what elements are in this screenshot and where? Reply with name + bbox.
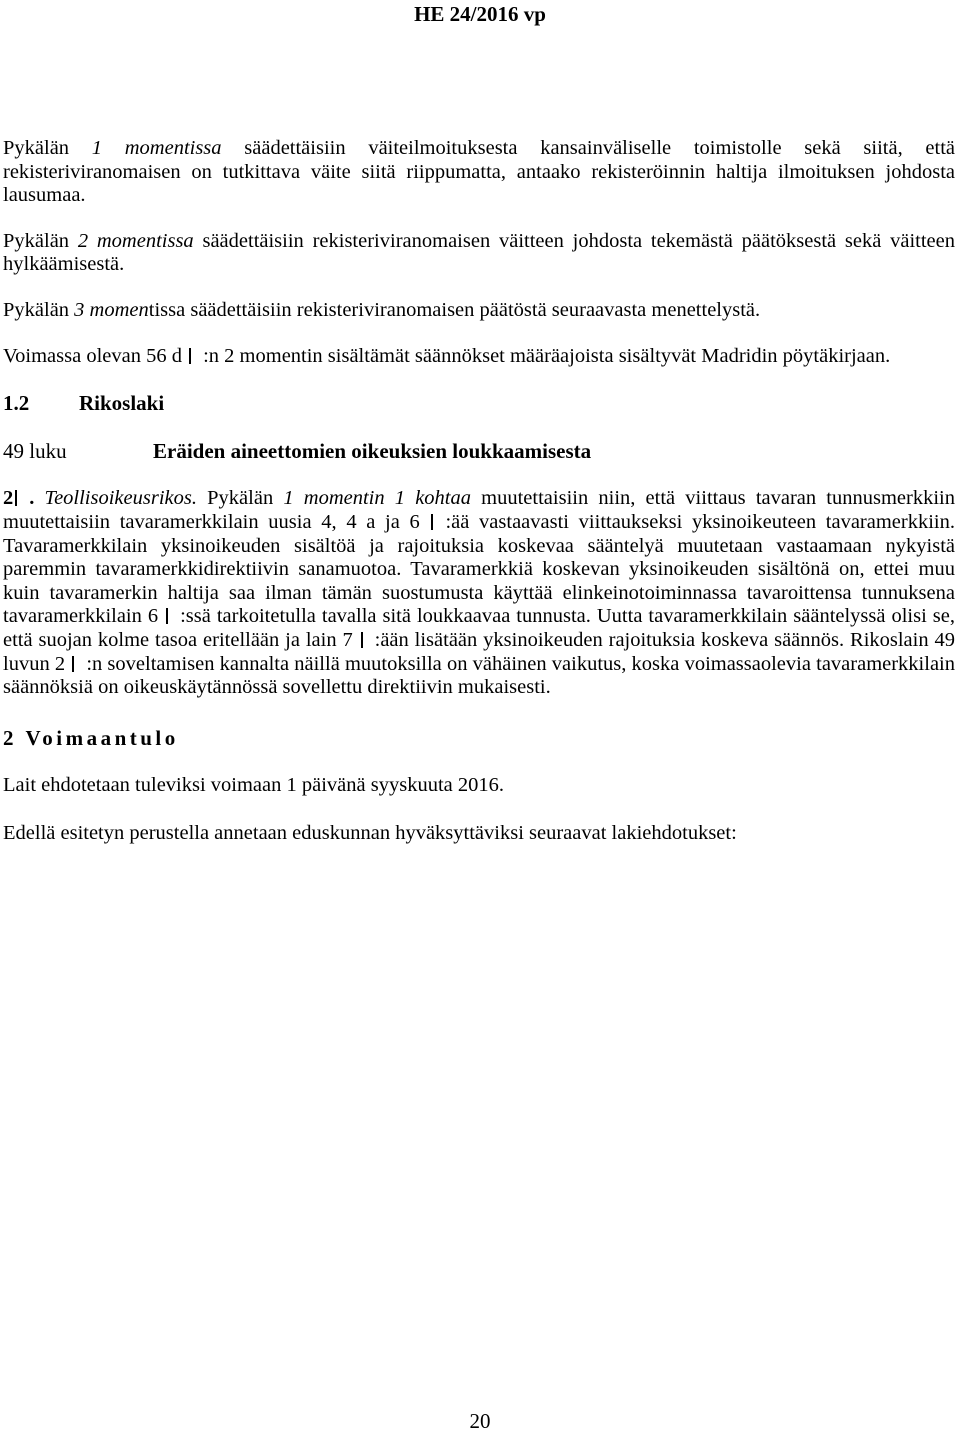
- section-sign-icon: [189, 348, 201, 364]
- page-number: 20: [469, 1409, 491, 1433]
- paragraph-3: Pykälän 3 momentissa säädettäisiin rekisteriviranomaisen päätöstä seuraavasta menettelystä.: [3, 298, 761, 321]
- voimaantulo-text: Lait ehdotetaan tuleviksi voimaan 1 päivänä syyskuuta 2016.: [3, 774, 504, 797]
- chapter-title: Eräiden aineettomien oikeuksien loukkaamisesta: [153, 438, 592, 463]
- page-footer: [0, 1409, 960, 1434]
- section-2-paragraph: 2 . Teollisoikeusrikos. Pykälän 1 momentin 1 kohtaa muutettaisiin niin, että viittaus tavaran tunnusmerkkiin muutettaisiin tavaramerkkilain uusia 4, 4 a ja 6 :ää vastaavasti viittaukseksi yksinoikeuteen tavaramerkkiin. Tavaramerkkilain yksinoikeuden sisältöä ja rajoituksia koskevaa sääntelyä muutetaan vastaamaan nykyistä paremmin tavaramerkkidirektiivin sanamuotoa. Tavaramerkkiä koskevan yksinoikeuden sisältönä on, ettei muu kuin tavaramerkin haltija saa ilman tämän suostumusta käyttää elinkeinotoiminnassa tavaroittensa tunnuksena tavaramerkkilain 6 :ssä tarkoitetulla tavalla sitä loukkaavaa tunnusta. Uutta tavaramerkkilain sääntelyssä olisi se, että suojan kolme tasoa eritellään ja lain 7 :ään lisätään yksinoikeuden rajoituksia koskeva säännös. Rikoslain 49 luvun 2 :n soveltamisen kannalta näillä muutoksilla on vähäinen vaikutus, koska voimassaolevia tavaramerkkilain säännöksiä on oikeuskäytännössä sovellettu direktiivin mukaisesti.: [3, 487, 955, 699]
- document-id: HE 24/2016 vp: [414, 2, 546, 26]
- chapter-number: 49 luku: [3, 438, 67, 463]
- section-sign-icon: [72, 656, 84, 672]
- paragraph-4: Voimassa olevan 56 d :n 2 momentin sisältämät säännökset määräajoista sisältyvät Madridin pöytäkirjaan.: [3, 344, 891, 367]
- document-header: [0, 0, 960, 26]
- paragraph-2: Pykälän 2 momentissa säädettäisiin rekisteriviranomaisen väitteen johdosta tekemästä päätöksestä sekä väitteen hylkäämisestä.: [3, 229, 956, 276]
- document-body: [3, 137, 955, 845]
- section-sign-icon: [166, 608, 178, 624]
- heading-voimaantulo: 2 Voimaantulo: [3, 725, 179, 750]
- heading-rikoslaki: 1.2 Rikoslaki: [3, 391, 165, 416]
- chapter-heading: [3, 440, 955, 464]
- section-sign-icon: [361, 632, 373, 648]
- closing-text: Edellä esitetyn perustella annetaan eduskunnan hyväksyttäviksi seuraavat lakiehdotukset:: [3, 821, 737, 844]
- section-sign-icon: [15, 490, 27, 506]
- section-sign-icon: [431, 514, 443, 530]
- paragraph-1: Pykälän 1 momentissa säädettäisiin väiteilmoituksesta kansainväliselle toimistolle sekä siitä, että rekisteriviranomaisen on tutkittava väite siitä riippumatta, antaako rekisteröinnin haltija ilmoituksen johdosta lausumaa.: [3, 137, 955, 207]
